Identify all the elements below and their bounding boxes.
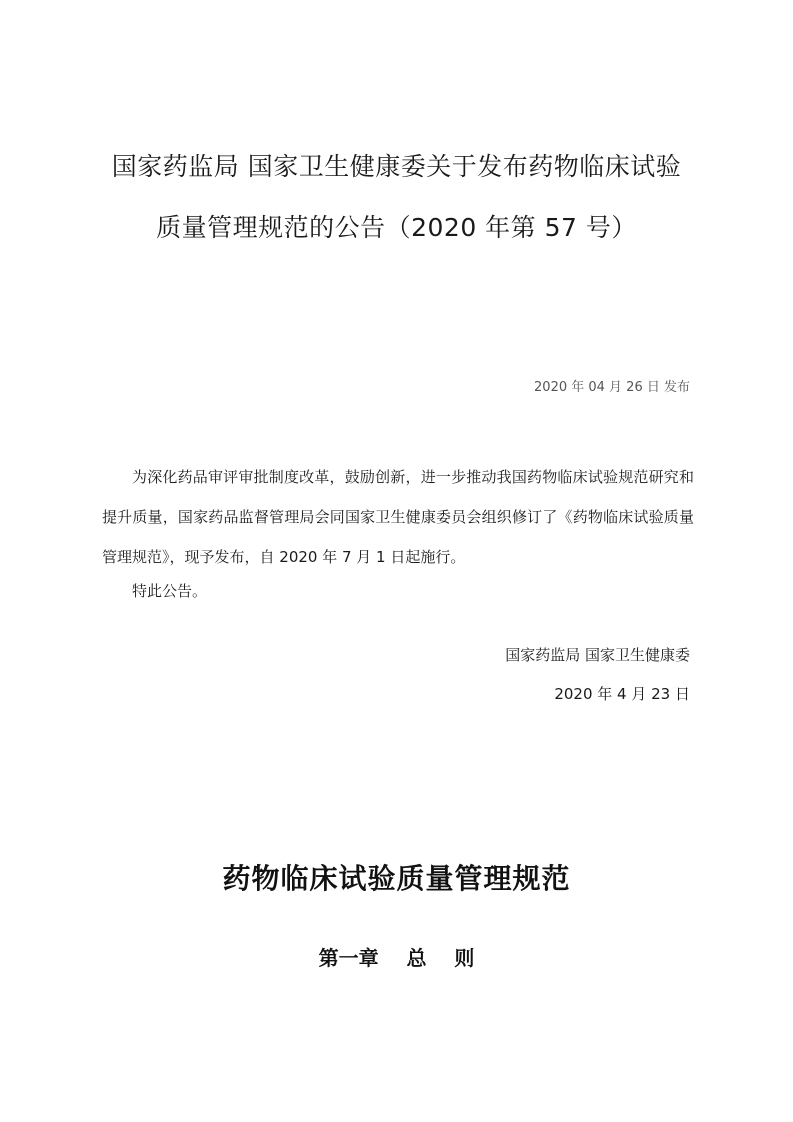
- regulation-title: 药物临床试验质量管理规范: [222, 862, 571, 895]
- announcement-title-line-2: 质量管理规范的公告（2020 年第 57 号）: [156, 213, 637, 242]
- announcement-sign-date: 2020 年 4 月 23 日: [554, 685, 690, 703]
- chapter-title: 第一章 总 则: [318, 946, 475, 970]
- announcement-title-line-1: 国家药监局 国家卫生健康委关于发布药物临床试验: [111, 152, 682, 181]
- publish-date: 2020 年 04 月 26 日 发布: [534, 380, 690, 395]
- announcement-notice-line: 特此公告。: [132, 582, 208, 600]
- announcement-body-paragraph: 为深化药品审评审批制度改革，鼓励创新，进一步推动我国药物临床试验规范研究和提升质量，国家药品监督管理局会同国家卫生健康委员会组织修订了《药物临床试验质量管理规范》，现予发布，自 2020 年 7 月 1 日起施行。: [102, 468, 694, 566]
- announcement-signer: 国家药监局 国家卫生健康委: [505, 646, 690, 664]
